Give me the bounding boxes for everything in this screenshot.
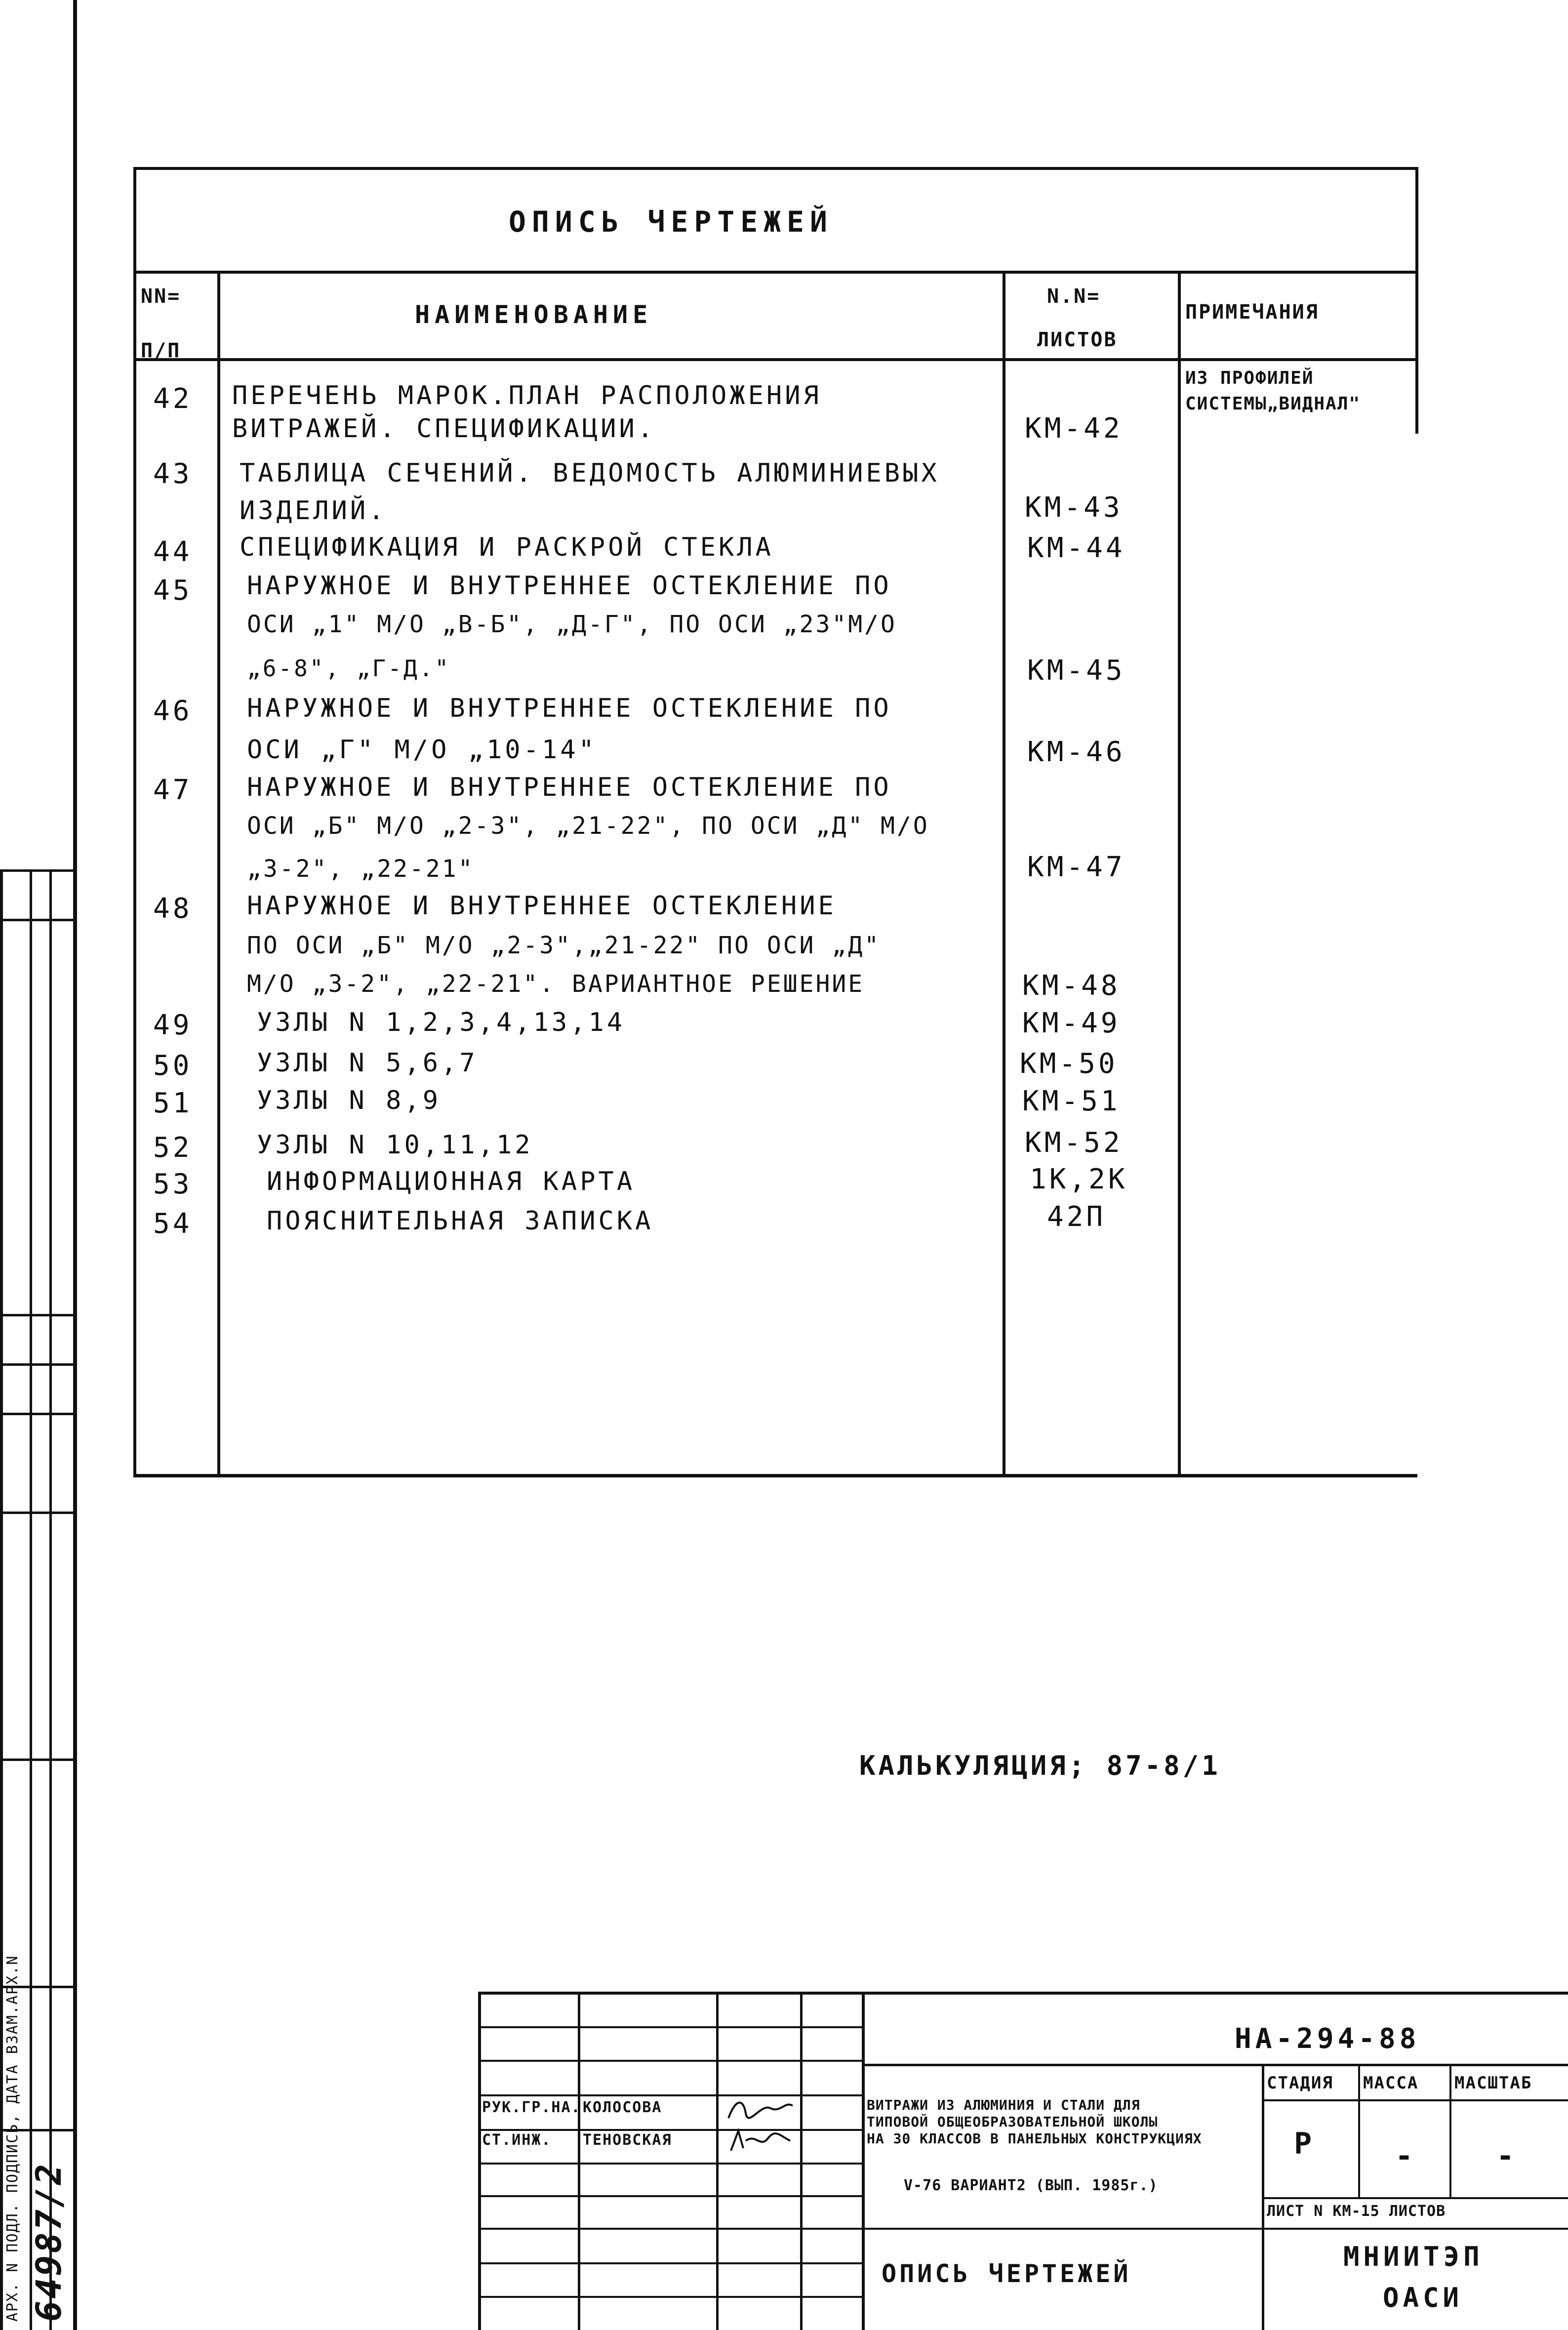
row-line: „3-2", „22-21" bbox=[247, 855, 475, 883]
row-line: НАРУЖНОЕ И ВНУТРЕННЕЕ ОСТЕКЛЕНИЕ ПО bbox=[247, 694, 892, 723]
side-col-line-1 bbox=[0, 869, 3, 2330]
stamp-top bbox=[478, 1992, 1568, 1995]
row-line: ПОЯСНИТЕЛЬНАЯ ЗАПИСКА bbox=[267, 1206, 654, 1236]
row-num: 42 bbox=[153, 383, 193, 415]
stamp-info-h-1 bbox=[1262, 2099, 1568, 2101]
stamp-h-6 bbox=[478, 2195, 863, 2197]
side-archive-number: 64987/2 bbox=[29, 2162, 69, 2322]
row-line: СПЕЦИФИКАЦИЯ И РАСКРОЙ СТЕКЛА bbox=[240, 532, 774, 562]
side-h-3 bbox=[0, 1314, 74, 1316]
note-42-line-2: СИСТЕМЫ„ВИДНАЛ" bbox=[1185, 394, 1361, 414]
signature-2 bbox=[726, 2126, 795, 2156]
row-num: 49 bbox=[153, 1009, 193, 1041]
header-notes: ПРИМЕЧАНИЯ bbox=[1185, 301, 1319, 324]
stamp-h-7 bbox=[478, 2228, 863, 2230]
row-num: 51 bbox=[153, 1087, 193, 1119]
row-num: 43 bbox=[153, 458, 193, 490]
document-title: ОПИСЬ ЧЕРТЕЖЕЙ bbox=[882, 2259, 1131, 2288]
row-num: 50 bbox=[153, 1050, 193, 1082]
row-line: УЗЛЫ N 8,9 bbox=[257, 1086, 442, 1115]
row-num: 47 bbox=[153, 774, 193, 806]
side-h-1 bbox=[0, 869, 74, 872]
row-sheet: КМ-49 bbox=[1022, 1007, 1121, 1039]
col-divider-3 bbox=[1178, 271, 1181, 1476]
table-left bbox=[133, 167, 136, 1476]
stamp-h-2 bbox=[478, 2060, 863, 2062]
stamp-desc-bottom bbox=[862, 2228, 1264, 2230]
role-engineer: СТ.ИНЖ. bbox=[482, 2131, 552, 2149]
project-description-1: ВИТРАЖИ ИЗ АЛЮМИНИЯ И СТАЛИ ДЛЯ bbox=[867, 2097, 1140, 2113]
row-sheet: КМ-43 bbox=[1025, 491, 1123, 524]
mass-value: - bbox=[1395, 2139, 1416, 2173]
row-line: НАРУЖНОЕ И ВНУТРЕННЕЕ ОСТЕКЛЕНИЕ bbox=[247, 891, 837, 921]
stage-header: СТАДИЯ bbox=[1267, 2073, 1333, 2093]
row-sheet: КМ-52 bbox=[1025, 1127, 1123, 1159]
stage-value: Р bbox=[1294, 2126, 1315, 2161]
row-line: УЗЛЫ N 10,11,12 bbox=[257, 1130, 533, 1160]
row-sheet: КМ-44 bbox=[1027, 532, 1126, 564]
stamp-info-v-2 bbox=[1449, 2064, 1451, 2197]
name-engineer: ТЕНОВСКАЯ bbox=[583, 2131, 672, 2149]
stamp-code-separator bbox=[862, 2064, 1568, 2066]
row-line: ВИТРАЖЕЙ. СПЕЦИФИКАЦИИ. bbox=[232, 414, 656, 444]
title-separator bbox=[133, 271, 1417, 274]
row-line: ИЗДЕЛИЙ. bbox=[240, 496, 387, 526]
scale-header: МАСШТАБ bbox=[1454, 2073, 1532, 2093]
name-head: КОЛОСОВА bbox=[583, 2099, 662, 2116]
row-num: 46 bbox=[153, 695, 193, 727]
col-divider-1 bbox=[217, 271, 220, 1476]
table-right bbox=[1415, 167, 1418, 271]
side-h-5 bbox=[0, 1413, 74, 1415]
row-num: 54 bbox=[153, 1208, 193, 1240]
row-line: „6-8", „Г-Д." bbox=[247, 655, 451, 682]
side-col-line-2 bbox=[30, 869, 32, 2330]
header-name: НАИМЕНОВАНИЕ bbox=[415, 300, 653, 329]
sheet-info: ЛИСТ N КМ-15 ЛИСТОВ bbox=[1267, 2203, 1446, 2220]
row-sheet: КМ-47 bbox=[1027, 851, 1126, 883]
row-num: 53 bbox=[153, 1168, 193, 1200]
stamp-h-4 bbox=[478, 2129, 863, 2131]
table-top bbox=[133, 167, 1417, 170]
project-code: НА-294-88 bbox=[1235, 2023, 1420, 2055]
side-labels: АРХ. N ПОДЛ. ПОДПИСЬ, ДАТА ВЗАМ.АРХ.N bbox=[4, 1955, 21, 2322]
row-line: УЗЛЫ N 5,6,7 bbox=[257, 1048, 478, 1078]
row-sheet: КМ-51 bbox=[1022, 1085, 1121, 1117]
header-num-2: П/П bbox=[141, 339, 181, 362]
row-line: ИНФОРМАЦИОННАЯ КАРТА bbox=[267, 1167, 636, 1196]
organization-1: МНИИТЭП bbox=[1343, 2241, 1484, 2272]
header-sheets-1: N.N= bbox=[1047, 285, 1101, 308]
calculation-reference: КАЛЬКУЛЯЦИЯ; 87-8/1 bbox=[859, 1750, 1221, 1781]
scale-value: - bbox=[1496, 2139, 1518, 2173]
row-line: ОСИ „Б" М/О „2-3", „21-22", ПО ОСИ „Д" М/О bbox=[247, 812, 929, 840]
row-line: ПЕРЕЧЕНЬ МАРОК.ПЛАН РАСПОЛОЖЕНИЯ bbox=[232, 381, 822, 410]
row-line: ОСИ „Г" М/О „10-14" bbox=[247, 735, 597, 765]
row-num: 48 bbox=[153, 893, 193, 925]
stamp-h-9 bbox=[478, 2296, 863, 2298]
note-42-line-1: ИЗ ПРОФИЛЕЙ bbox=[1185, 368, 1314, 388]
left-frame-border bbox=[73, 0, 77, 2330]
header-num-1: NN= bbox=[141, 285, 181, 308]
row-line: НАРУЖНОЕ И ВНУТРЕННЕЕ ОСТЕКЛЕНИЕ ПО bbox=[247, 773, 892, 802]
row-num: 44 bbox=[153, 536, 193, 568]
row-sheet: 1К,2К bbox=[1030, 1163, 1128, 1195]
row-num: 45 bbox=[153, 574, 193, 607]
stamp-v-2 bbox=[716, 1992, 719, 2330]
stamp-h-5 bbox=[478, 2163, 863, 2165]
row-line: ПО ОСИ „Б" М/О „2-3",„21-22" ПО ОСИ „Д" bbox=[247, 932, 881, 959]
stamp-v-4 bbox=[862, 1992, 865, 2330]
row-sheet: КМ-42 bbox=[1025, 412, 1123, 445]
row-line: НАРУЖНОЕ И ВНУТРЕННЕЕ ОСТЕКЛЕНИЕ ПО bbox=[247, 571, 892, 601]
project-variant: V-76 ВАРИАНТ2 (ВЫП. 1985г.) bbox=[904, 2177, 1158, 2194]
side-h-7 bbox=[0, 1758, 74, 1761]
col-divider-2 bbox=[1003, 271, 1005, 1476]
stamp-v-1 bbox=[578, 1992, 580, 2330]
organization-2: ОАСИ bbox=[1383, 2282, 1463, 2313]
project-description-3: НА 30 КЛАССОВ В ПАНЕЛЬНЫХ КОНСТРУКЦИЯХ bbox=[867, 2130, 1202, 2147]
stamp-h-1 bbox=[478, 2026, 863, 2028]
stamp-info-h-2 bbox=[1262, 2197, 1568, 2199]
stamp-left bbox=[478, 1992, 481, 2330]
side-h-4 bbox=[0, 1363, 74, 1366]
project-description-2: ТИПОВОЙ ОБЩЕОБРАЗОВАТЕЛЬНОЙ ШКОЛЫ bbox=[867, 2114, 1158, 2130]
row-sheet: КМ-45 bbox=[1027, 654, 1126, 687]
row-sheet: КМ-48 bbox=[1022, 970, 1121, 1002]
side-col-line-3 bbox=[49, 869, 52, 2330]
row-sheet: КМ-46 bbox=[1027, 736, 1126, 768]
row-sheet: 42П bbox=[1047, 1201, 1106, 1233]
stamp-h-3 bbox=[478, 2094, 863, 2096]
table-bottom bbox=[133, 1474, 1417, 1477]
role-head: РУК.ГР.НА. bbox=[482, 2099, 581, 2116]
stamp-h-8 bbox=[478, 2262, 863, 2264]
signature-1 bbox=[726, 2093, 795, 2123]
row-line: ТАБЛИЦА СЕЧЕНИЙ. ВЕДОМОСТЬ АЛЮМИНИЕВЫХ bbox=[240, 458, 940, 488]
header-sheets-2: ЛИСТОВ bbox=[1037, 328, 1118, 351]
mass-header: МАССА bbox=[1363, 2073, 1419, 2093]
side-h-6 bbox=[0, 1512, 74, 1514]
row-line: М/О „3-2", „22-21". ВАРИАНТНОЕ РЕШЕНИЕ bbox=[247, 970, 865, 998]
side-h-2 bbox=[0, 919, 74, 921]
row-num: 52 bbox=[153, 1132, 193, 1164]
stamp-info-v-1 bbox=[1358, 2064, 1360, 2197]
header-separator bbox=[133, 358, 1417, 361]
drawing-list-title: ОПИСЬ ЧЕРТЕЖЕЙ bbox=[509, 205, 833, 239]
stamp-v-3 bbox=[800, 1992, 803, 2330]
col-divider-4 bbox=[1415, 271, 1418, 434]
stamp-info-h-3 bbox=[1262, 2228, 1568, 2230]
row-line: УЗЛЫ N 1,2,3,4,13,14 bbox=[257, 1008, 626, 1037]
row-sheet: КМ-50 bbox=[1020, 1048, 1118, 1080]
row-line: ОСИ „1" М/О „В-Б", „Д-Г", ПО ОСИ „23"М/О bbox=[247, 611, 897, 638]
